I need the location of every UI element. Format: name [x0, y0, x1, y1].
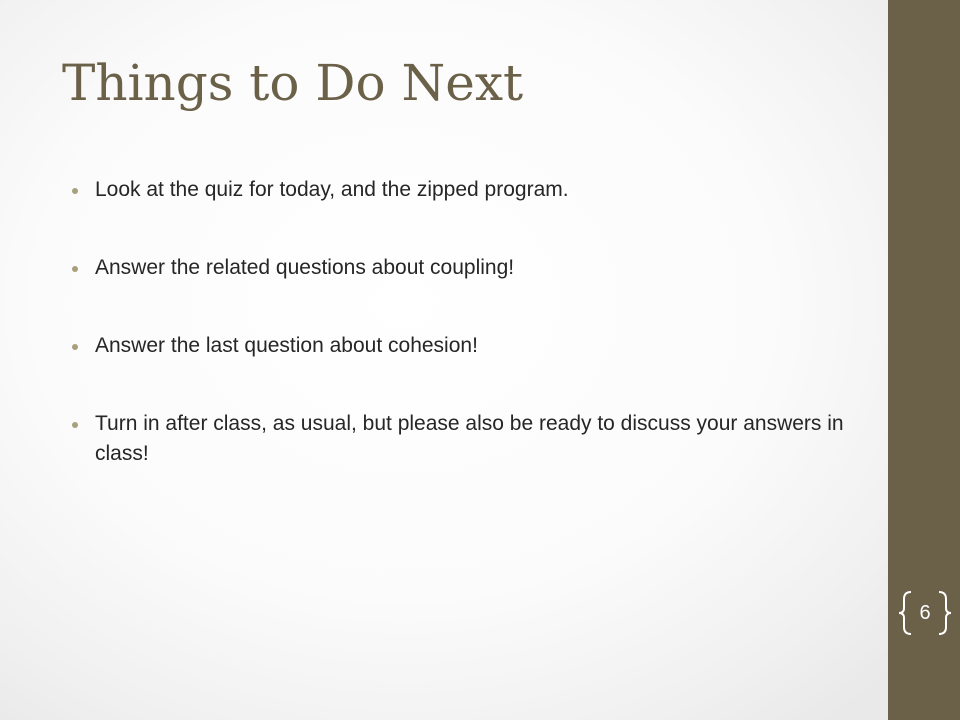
slide-title: Things to Do Next	[62, 54, 524, 112]
bullet-text: Answer the related questions about coupling!	[95, 256, 515, 279]
bullet-item	[72, 331, 862, 361]
bullet-dot-icon	[72, 188, 78, 194]
bullet-text: Turn in after class, as usual, but please also be ready to discuss your answers in class!	[95, 412, 844, 465]
bullet-item	[72, 253, 862, 283]
bullet-dot-icon	[72, 422, 78, 428]
bullet-item	[72, 409, 862, 469]
bullet-item	[72, 175, 862, 205]
slide-number-text: 6	[919, 602, 931, 624]
slide-number	[897, 590, 953, 636]
bullet-text: Answer the last question about cohesion!	[95, 334, 478, 357]
bullet-dot-icon	[72, 266, 78, 272]
bullet-text: Look at the quiz for today, and the zipped program.	[95, 178, 569, 201]
bullet-list	[72, 175, 862, 517]
bullet-dot-icon	[72, 344, 78, 350]
